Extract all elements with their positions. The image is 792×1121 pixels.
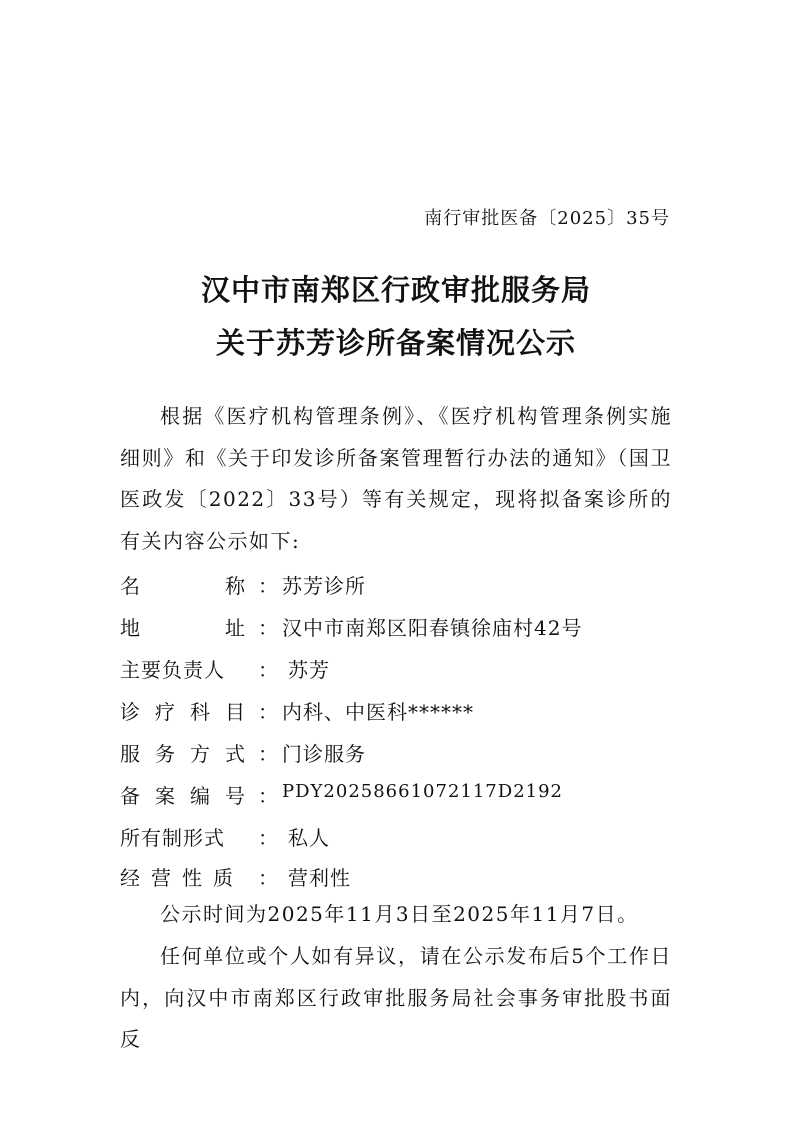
field-address [120, 612, 680, 648]
field-name [120, 570, 680, 606]
field-service-mode [120, 738, 680, 774]
field-responsible-person [120, 654, 680, 690]
field-colon: ： [258, 700, 279, 724]
field-business-nature [120, 862, 680, 898]
field-value: 苏芳诊所 [282, 574, 366, 598]
field-value: 营利性 [288, 866, 351, 890]
field-value: PDY20258661072117D2192 [282, 781, 563, 802]
field-label: 备 案 编 号 [120, 784, 246, 808]
field-colon: ： [258, 574, 279, 598]
field-colon: ： [258, 658, 279, 682]
field-value: 苏芳 [288, 658, 330, 682]
field-colon: ： [258, 784, 279, 808]
field-label: 诊 疗 科 目 [120, 700, 246, 724]
field-registration-number [120, 780, 680, 816]
field-colon: ： [258, 742, 279, 766]
field-value: 私人 [288, 826, 330, 850]
document-title-line-1: 汉中市南郑区行政审批服务局 [200, 273, 591, 307]
field-label: 名 称 [120, 574, 246, 598]
field-colon: ： [258, 826, 279, 850]
field-label: 地 址 [120, 616, 246, 640]
document-title-line-2: 关于苏芳诊所备案情况公示 [215, 326, 576, 360]
field-label: 服 务 方 式 [120, 742, 246, 766]
field-value: 汉中市南郑区阳春镇徐庙村42号 [282, 616, 583, 640]
field-value: 门诊服务 [282, 742, 366, 766]
intro-paragraph: 根据《医疗机构管理条例》、《医疗机构管理条例实施细则》和《关于印发诊所备案管理暂行办法的通知》（国卫医政发〔2022〕33号）等有关规定，现将拟备案诊所的有关内容公示如下: [120, 404, 672, 553]
field-label: 所 有 制 形 式 [120, 826, 225, 850]
objection-paragraph: 任何单位或个人如有异议，请在公示发布后5个工作日内，向汉中市南郑区行政审批服务局社会事务审批股书面反 [120, 944, 672, 1051]
field-colon: ： [258, 866, 279, 890]
field-ownership [120, 822, 680, 858]
field-departments [120, 696, 680, 732]
field-value: 内科、中医科****** [282, 700, 474, 724]
field-colon: ： [258, 616, 279, 640]
document-number: 南行审批医备〔2025〕35号 [424, 208, 670, 229]
field-label: 主 要 负 责 人 [120, 658, 225, 682]
publicity-period-paragraph: 公示时间为2025年11月3日至2025年11月7日。 [160, 902, 639, 926]
field-label: 经 营 性 质 [120, 866, 234, 890]
